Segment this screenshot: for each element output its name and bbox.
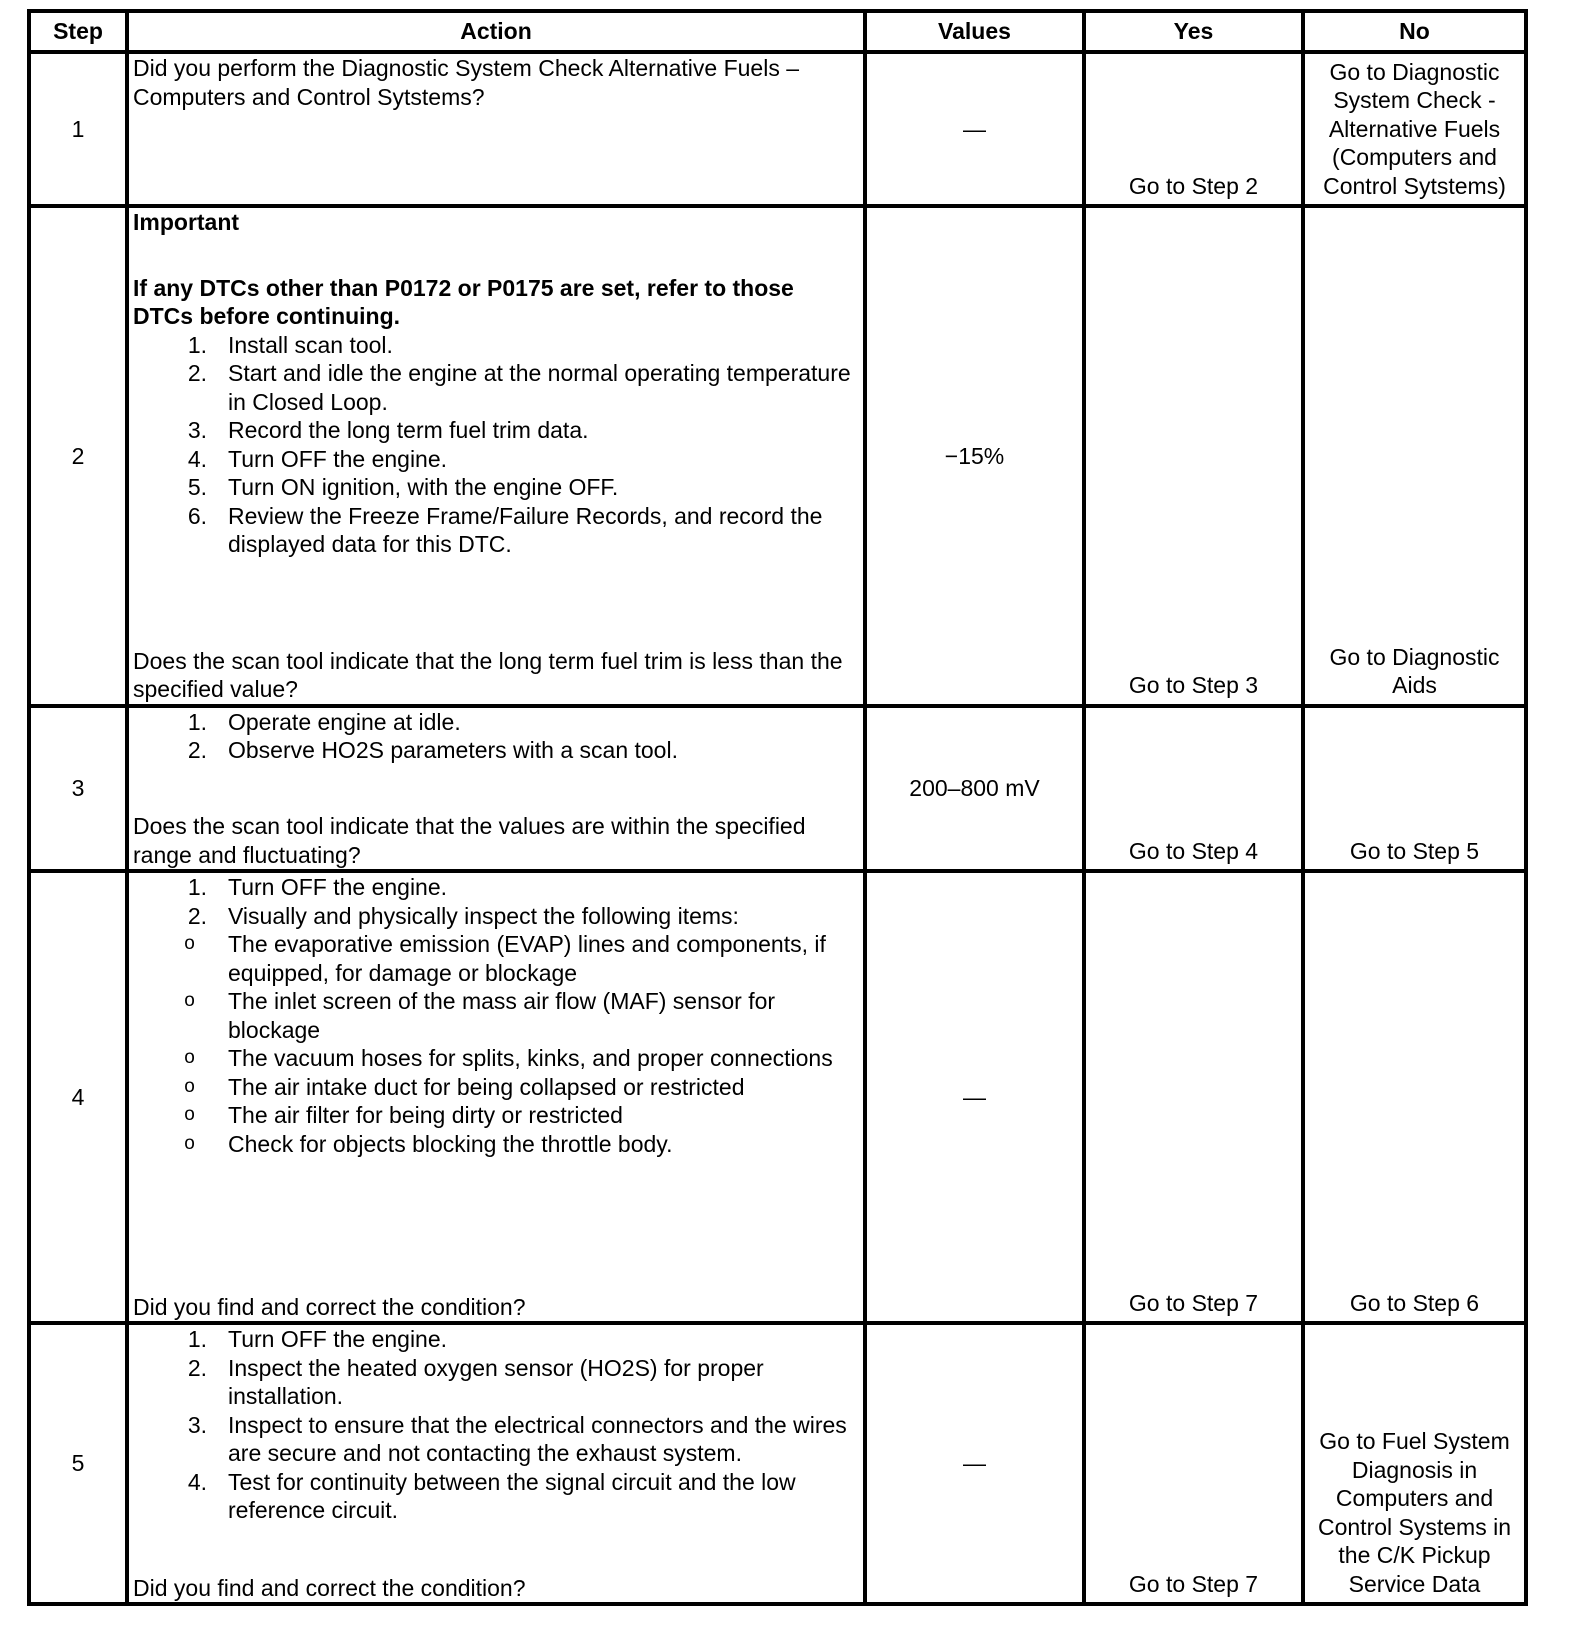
item-text: Review the Freeze Frame/Failure Records, and record the displayed data for this DTC. — [228, 502, 823, 558]
bullet-icon: o — [184, 1047, 195, 1069]
no-cell — [1303, 52, 1526, 206]
sub-list-item — [133, 1101, 859, 1130]
yes-cell — [1084, 706, 1303, 871]
table-row — [29, 871, 1526, 1323]
value-cell: — — [865, 52, 1084, 206]
item-text: The air intake duct for being collapsed or restricted — [228, 1073, 745, 1100]
value-cell: −15% — [865, 206, 1084, 705]
header-values: Values — [865, 11, 1084, 52]
step-number: 5 — [29, 1323, 127, 1604]
header-step: Step — [29, 11, 127, 52]
item-text: Operate engine at idle. — [228, 708, 461, 735]
item-text: Record the long term fuel trim data. — [228, 417, 589, 444]
yes-text: Go to Step 7 — [1128, 1289, 1259, 1316]
header-yes: Yes — [1084, 11, 1303, 52]
item-number: 1. — [187, 1326, 207, 1353]
table-row — [29, 52, 1526, 206]
list-item — [133, 473, 859, 502]
yes-cell — [1084, 52, 1303, 206]
item-number: 1. — [187, 331, 207, 358]
item-number: 1. — [187, 874, 207, 901]
item-number: 4. — [187, 445, 207, 472]
item-number: 1. — [187, 708, 207, 735]
item-text: Turn OFF the engine. — [228, 445, 448, 472]
list-item — [133, 873, 859, 902]
bullet-icon: o — [184, 1075, 195, 1097]
item-text: Check for objects blocking the throttle body. — [228, 1130, 673, 1157]
item-text: The air filter for being dirty or restricted — [228, 1102, 623, 1129]
item-number: 2. — [187, 360, 207, 387]
item-text: The inlet screen of the mass air flow (MAF) sensor for blockage — [228, 988, 776, 1043]
item-text: Start and idle the engine at the normal operating temperature in Closed Loop. — [228, 360, 851, 415]
item-number: 3. — [187, 417, 207, 444]
sub-item-list — [133, 930, 859, 1158]
no-cell — [1303, 1323, 1526, 1604]
header-no: No — [1303, 11, 1526, 52]
item-text: The vacuum hoses for splits, kinks, and proper connections — [228, 1045, 833, 1072]
item-text: The evaporative emission (EVAP) lines and components, if equipped, for damage or blockage — [228, 931, 826, 986]
step-list — [133, 873, 859, 930]
list-item — [133, 902, 859, 931]
question-text: Did you find and correct the condition? — [133, 1574, 526, 1601]
important-text: If any DTCs other than P0172 or P0175 are set, refer to those DTCs before continuing. — [133, 274, 794, 330]
list-item — [133, 1325, 859, 1354]
item-text: Visually and physically inspect the following items: — [228, 902, 739, 929]
item-number: 4. — [187, 1468, 207, 1495]
no-text: Go to Diagnostic Aids — [1329, 643, 1500, 699]
action-cell — [127, 706, 865, 871]
item-text: Turn OFF the engine. — [228, 874, 448, 901]
step-number: 3 — [29, 706, 127, 871]
action-cell — [127, 871, 865, 1323]
action-text: Did you perform the Diagnostic System Check Alternative Fuels – Computers and Control Sytstems? — [133, 55, 800, 110]
step-number: 1 — [29, 52, 127, 206]
item-number: 5. — [187, 474, 207, 501]
item-text: Inspect to ensure that the electrical connectors and the wires are secure and not contacting the exhaust system. — [228, 1411, 847, 1467]
list-item — [133, 416, 859, 445]
no-cell — [1303, 871, 1526, 1323]
item-number: 6. — [187, 502, 207, 529]
item-text: Inspect the heated oxygen sensor (HO2S) for proper installation. — [228, 1354, 764, 1410]
step-number: 4 — [29, 871, 127, 1323]
yes-text: Go to Step 3 — [1128, 672, 1259, 699]
no-text: Go to Diagnostic System Check - Alternative Fuels (Computers and Control Sytstems) — [1323, 58, 1506, 199]
yes-text: Go to Step 2 — [1128, 172, 1259, 199]
diagnostic-table — [27, 9, 1528, 1606]
question-text: Did you find and correct the condition? — [133, 1293, 526, 1320]
list-item — [133, 1468, 859, 1525]
item-number: 3. — [187, 1411, 207, 1438]
step-list — [133, 331, 859, 559]
list-item — [133, 502, 859, 559]
sub-list-item — [133, 1130, 859, 1159]
item-number: 2. — [187, 737, 207, 764]
yes-text: Go to Step 7 — [1128, 1570, 1259, 1597]
action-cell — [127, 1323, 865, 1604]
bullet-icon: o — [184, 990, 195, 1012]
table-row — [29, 706, 1526, 871]
step-number: 2 — [29, 206, 127, 705]
list-item — [133, 736, 859, 765]
list-item — [133, 1411, 859, 1468]
sub-list-item — [133, 1044, 859, 1073]
table-row — [29, 1323, 1526, 1604]
value-cell: 200–800 mV — [865, 706, 1084, 871]
bullet-icon: o — [184, 1132, 195, 1154]
header-action: Action — [127, 11, 865, 52]
sub-list-item — [133, 930, 859, 987]
step-list — [133, 1325, 859, 1525]
yes-text: Go to Step 4 — [1128, 837, 1259, 864]
header-row — [29, 11, 1526, 52]
yes-cell — [1084, 1323, 1303, 1604]
no-text: Go to Step 6 — [1349, 1289, 1480, 1316]
list-item — [133, 445, 859, 474]
item-text: Test for continuity between the signal circuit and the low reference circuit. — [228, 1468, 796, 1524]
table-row — [29, 206, 1526, 705]
question-text: Does the scan tool indicate that the long term fuel trim is less than the specified value? — [133, 647, 843, 703]
item-number: 2. — [187, 902, 207, 929]
yes-cell — [1084, 206, 1303, 705]
no-text: Go to Fuel System Diagnosis in Computers and Control Systems in the C/K Pickup Service Data — [1317, 1428, 1511, 1597]
important-title: Important — [133, 209, 240, 236]
bullet-icon: o — [184, 1104, 195, 1126]
list-item — [133, 359, 859, 416]
value-cell: — — [865, 1323, 1084, 1604]
list-item — [133, 1354, 859, 1411]
no-cell — [1303, 706, 1526, 871]
item-text: Turn ON ignition, with the engine OFF. — [228, 474, 619, 501]
sub-list-item — [133, 987, 859, 1044]
list-item — [133, 331, 859, 360]
item-text: Install scan tool. — [228, 331, 393, 358]
no-text: Go to Step 5 — [1349, 837, 1480, 864]
sub-list-item — [133, 1073, 859, 1102]
question-text: Does the scan tool indicate that the values are within the specified range and fluctuating? — [133, 813, 806, 868]
item-number: 2. — [187, 1354, 207, 1381]
list-item — [133, 708, 859, 737]
action-cell — [127, 52, 865, 206]
item-text: Observe HO2S parameters with a scan tool. — [228, 737, 678, 764]
value-cell: — — [865, 871, 1084, 1323]
step-list — [133, 708, 859, 765]
action-cell — [127, 206, 865, 705]
item-text: Turn OFF the engine. — [228, 1326, 448, 1353]
yes-cell — [1084, 871, 1303, 1323]
no-cell — [1303, 206, 1526, 705]
bullet-icon: o — [184, 933, 195, 955]
